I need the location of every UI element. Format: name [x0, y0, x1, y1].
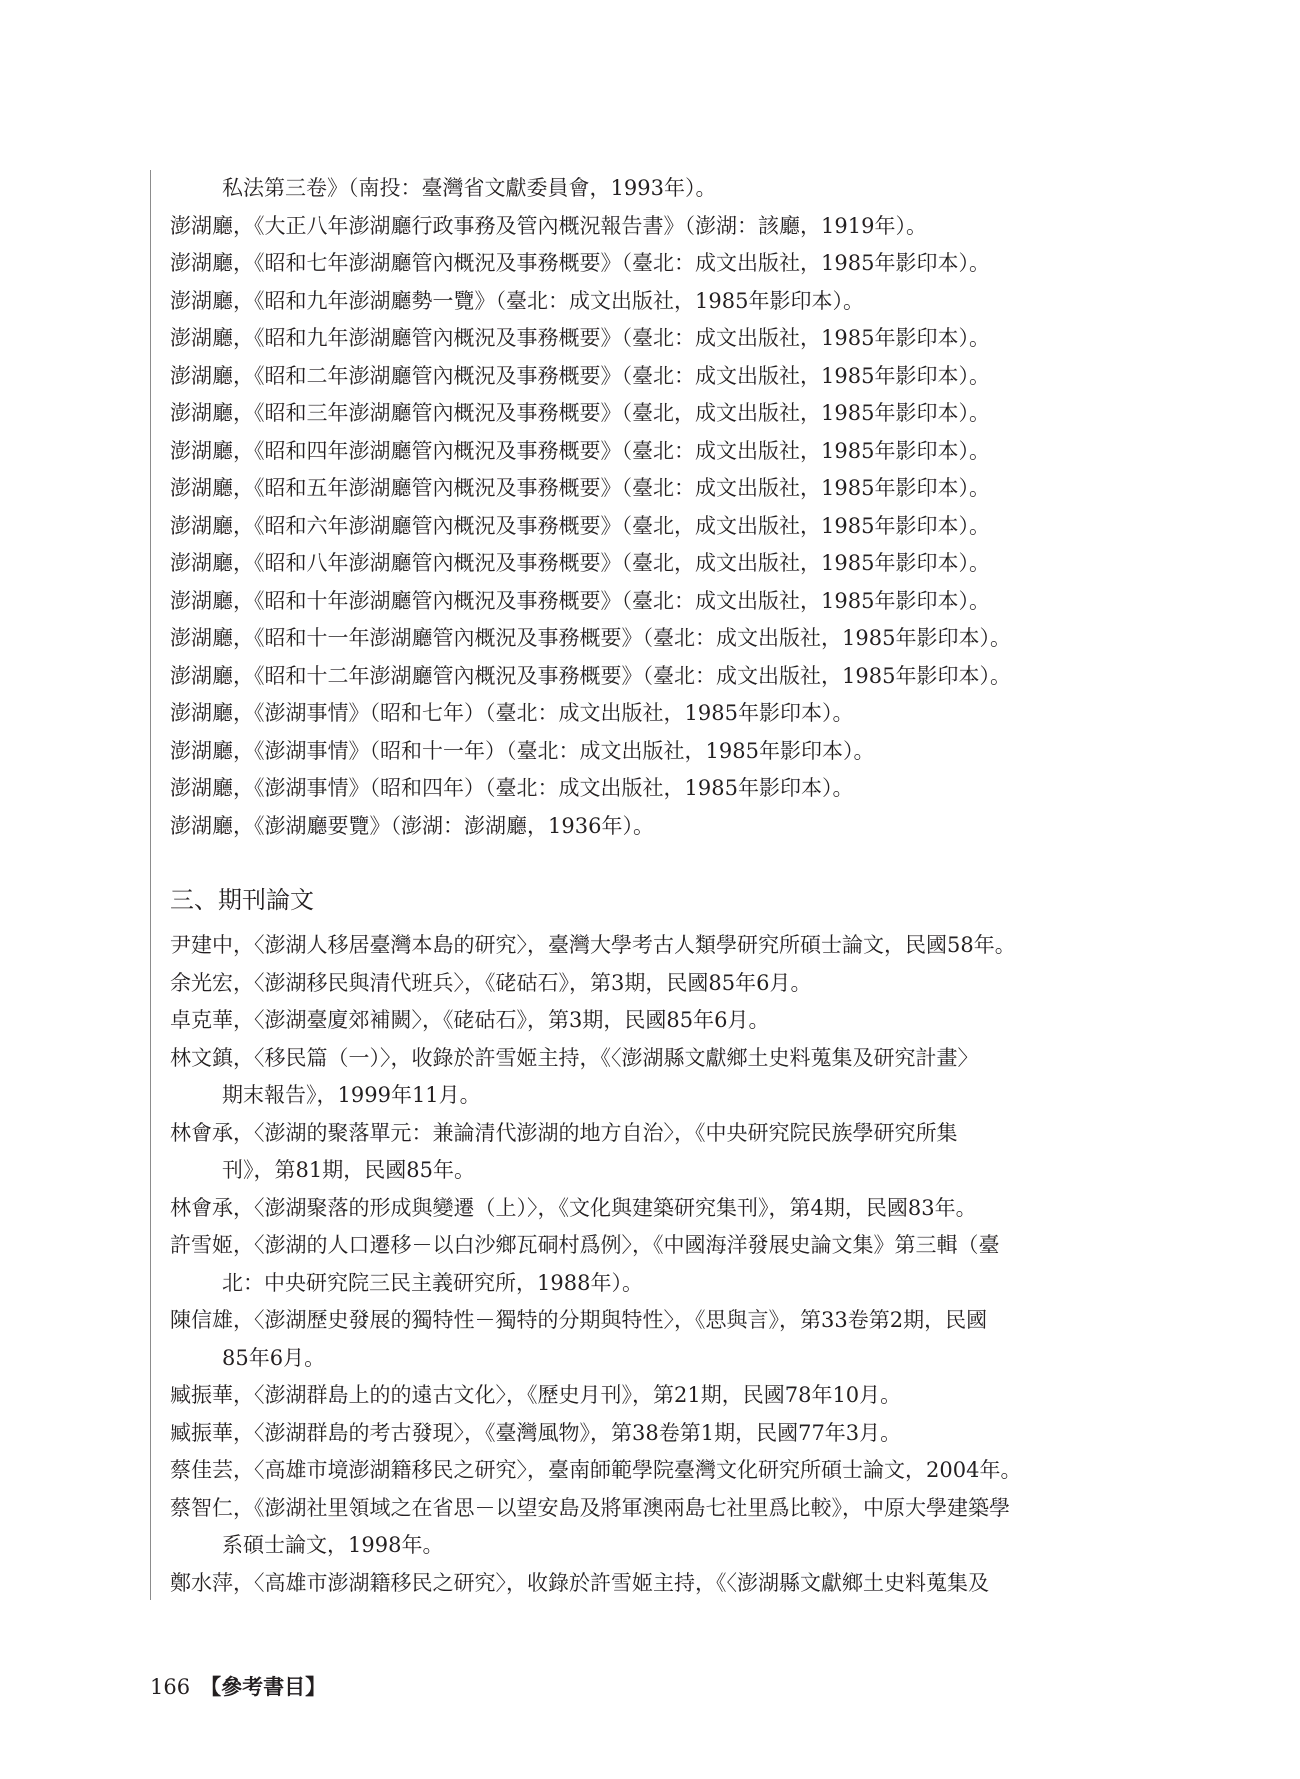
list-item: 澎湖廳，《昭和五年澎湖廳管內概況及事務概要》（臺北：成文出版社，1985年影印本）。 [170, 476, 990, 500]
list-item: 鄭水萍，〈高雄市澎湖籍移民之研究〉，收錄於許雪姬主持，《〈澎湖縣文獻鄉土史料蒐集及 [170, 1570, 989, 1595]
list-item: 澎湖廳，《昭和八年澎湖廳管內概況及事務概要》（臺北，成文出版社，1985年影印本）。 [170, 551, 990, 575]
list-item: 澎湖廳，《昭和十二年澎湖廳管內概況及事務概要》（臺北：成文出版社，1985年影印本）。 [170, 663, 1011, 688]
list-item: 私法第三卷》（南投：臺灣省文獻委員會，1993年）。 [222, 176, 717, 200]
list-item-continuation: 刊》，第81期，民國85年。 [222, 1158, 475, 1182]
list-item: 澎湖廳，《澎湖事情》（昭和七年）（臺北：成文出版社，1985年影印本）。 [170, 701, 854, 725]
list-item: 林會承，〈澎湖聚落的形成與變遷（上）〉，《文化與建築研究集刊》，第4期，民國83年。 [170, 1195, 977, 1220]
list-item: 蔡佳芸，〈高雄市境澎湖籍移民之研究〉，臺南師範學院臺灣文化研究所碩士論文，2004年。 [170, 1458, 1022, 1482]
list-item: 澎湖廳，《昭和二年澎湖廳管內概況及事務概要》（臺北：成文出版社，1985年影印本）。 [170, 363, 990, 388]
list-item: 林會承，〈澎湖的聚落單元：兼論清代澎湖的地方自治〉，《中央研究院民族學研究所集 [170, 1120, 958, 1145]
list-item-continuation: 85年6月。 [222, 1345, 326, 1370]
list-item: 澎湖廳，《昭和十一年澎湖廳管內概況及事務概要》（臺北：成文出版社，1985年影印本）。 [170, 626, 1011, 650]
list-item-continuation: 系碩士論文，1998年。 [222, 1533, 444, 1557]
list-item: 蔡智仁，《澎湖社里領域之在省思－以望安島及將軍澳兩島七社里爲比較》，中原大學建築學 [170, 1495, 1010, 1520]
journal-articles-list [170, 927, 1150, 1602]
list-item: 尹建中，〈澎湖人移居臺灣本島的研究〉，臺灣大學考古人類學研究所碩士論文，民國58年。 [170, 933, 1016, 957]
list-item: 澎湖廳，《昭和九年澎湖廳管內概況及事務概要》（臺北：成文出版社，1985年影印本）。 [170, 326, 990, 350]
government-publications-list [170, 170, 1150, 845]
margin-rule [150, 170, 151, 1600]
section-heading: 三、期刊論文 [170, 886, 314, 914]
list-item: 澎湖廳，《澎湖事情》（昭和十一年）（臺北：成文出版社，1985年影印本）。 [170, 738, 875, 763]
list-item-continuation: 北：中央研究院三民主義研究所，1988年）。 [222, 1270, 643, 1295]
page-number: 166 [150, 1675, 191, 1699]
list-item: 澎湖廳，《澎湖廳要覽》（澎湖：澎湖廳，1936年）。 [170, 813, 654, 838]
list-item: 卓克華，〈澎湖臺廈郊補闕〉，《硓𥑮石》，第3期，民國85年6月。 [170, 1008, 770, 1032]
list-item: 林文鎮，〈移民篇（一）〉，收錄於許雪姬主持，《〈澎湖縣文獻鄉土史料蒐集及研究計畫〉 [170, 1045, 979, 1070]
list-item-continuation: 期末報告》，1999年11月。 [222, 1083, 481, 1107]
list-item: 許雪姬，〈澎湖的人口遷移－以白沙鄉瓦硐村爲例〉，《中國海洋發展史論文集》第三輯（臺 [170, 1233, 1000, 1257]
list-item: 陳信雄，〈澎湖歷史發展的獨特性－獨特的分期與特性〉，《思與言》，第33卷第2期，民國 [170, 1308, 988, 1332]
list-item: 余光宏，〈澎湖移民與清代班兵〉，《硓𥑮石》，第3期，民國85年6月。 [170, 970, 812, 995]
list-item: 臧振華，〈澎湖群島上的的遠古文化〉，《歷史月刊》，第21期，民國78年10月。 [170, 1383, 902, 1407]
list-item: 澎湖廳，《昭和九年澎湖廳勢一覽》（臺北：成文出版社，1985年影印本）。 [170, 288, 864, 313]
list-item: 臧振華，〈澎湖群島的考古發現〉，《臺灣風物》，第38卷第1期，民國77年3月。 [170, 1420, 902, 1445]
list-item: 澎湖廳，《昭和十年澎湖廳管內概況及事務概要》（臺北：成文出版社，1985年影印本）。 [170, 588, 990, 613]
list-item: 澎湖廳，《大正八年澎湖廳行政事務及管內概況報告書》（澎湖：該廳，1919年）。 [170, 213, 927, 238]
list-item: 澎湖廳，《昭和七年澎湖廳管內概況及事務概要》（臺北：成文出版社，1985年影印本）。 [170, 251, 990, 275]
list-item: 澎湖廳，《昭和三年澎湖廳管內概況及事務概要》（臺北，成文出版社，1985年影印本）。 [170, 401, 990, 425]
list-item: 澎湖廳，《昭和四年澎湖廳管內概況及事務概要》（臺北：成文出版社，1985年影印本）。 [170, 438, 990, 463]
running-title: 【參考書目】 [200, 1675, 327, 1699]
list-item: 澎湖廳，《澎湖事情》（昭和四年）（臺北：成文出版社，1985年影印本）。 [170, 776, 854, 800]
list-item: 澎湖廳，《昭和六年澎湖廳管內概況及事務概要》（臺北，成文出版社，1985年影印本）。 [170, 513, 990, 538]
page-footer [150, 1672, 326, 1702]
